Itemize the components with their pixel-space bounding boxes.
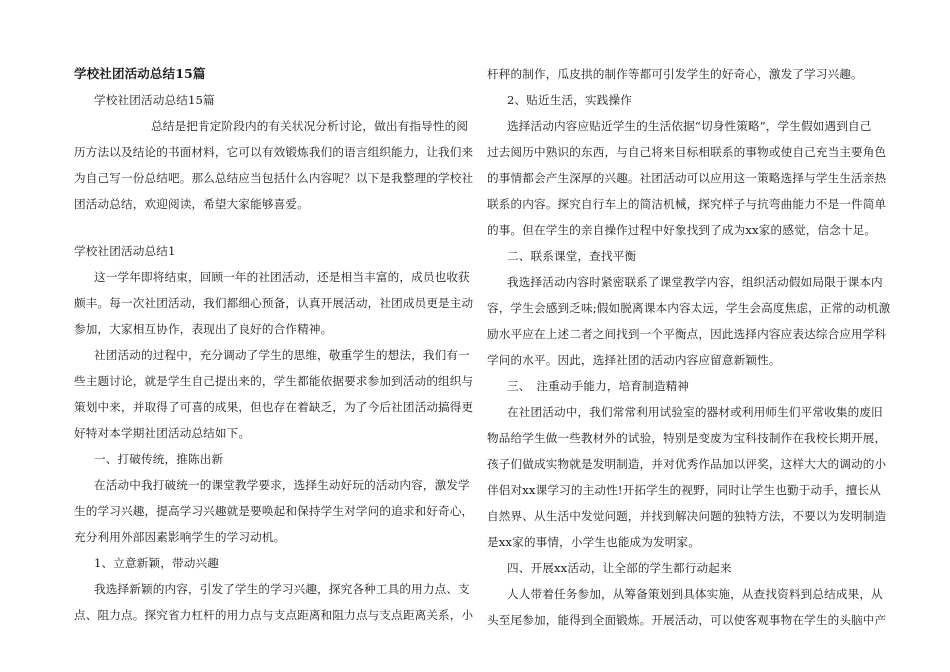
paragraph-line: 策划中来，并取得了可喜的成果，但也存在着缺乏，为了今后社团活动搞得更	[74, 400, 474, 414]
paragraph-line: 些主题讨论，就是学生自己提出来的，学生都能依据要求参加到活动的组织与	[74, 374, 474, 388]
paragraph-line: 在社团活动中，我们常常利用试验室的器材或利用师生们平常收集的废旧	[507, 405, 883, 419]
paragraph-line: 联系的内容。探究自行车上的简洁机械，探究样子与抗弯曲能力不是一件简单	[487, 197, 887, 211]
paragraph-line: 总结是把肯定阶段内的有关状况分析讨论，做出有指导性的阅	[151, 119, 469, 133]
paragraph-line: 是xx家的事情，小学生也能成为发明家。	[487, 535, 701, 549]
paragraph-line: 点、阻力点。探究省力杠杆的用力点与支点距离和阻力点与支点距离关系，小	[74, 608, 474, 622]
section-heading: 2、贴近生活，实践操作	[507, 93, 632, 107]
section-heading: 1、立意新颖，带动兴趣	[94, 556, 219, 570]
paragraph-line: 历方法以及结论的书面材料，它可以有效锻炼我们的语言组织能力，让我们来	[74, 145, 474, 159]
paragraph-line: 的事。但在学生的亲自操作过程中好象找到了成为xx家的感觉，信念十足。	[487, 223, 877, 237]
paragraph-line: 我选择新颖的内容，引发了学生的学习兴趣，探究各种工具的用力点、支	[94, 582, 470, 596]
paragraph-line: 充分利用外部因素影响学生的学习动机。	[74, 530, 286, 544]
paragraph-line: 颇丰。每一次社团活动，我们都细心预备，认真开展活动，社团成员更是主动	[74, 296, 474, 310]
paragraph-line: 社团活动的过程中，充分调动了学生的思维，敬重学生的想法，我们有一	[94, 348, 470, 362]
document-subtitle: 学校社团活动总结15篇	[94, 93, 215, 107]
section-heading: 二、联系课堂，查找平衡	[507, 249, 637, 263]
paragraph-line: 人人带着任务参加，从筹备策划到具体实施，从查找资料到总结成果，从	[507, 587, 883, 601]
paragraph-line: 我选择活动内容时紧密联系了课堂教学内容，组织活动假如局限于课本内	[507, 275, 883, 289]
paragraph-line: 好特对本学期社团活动总结如下。	[74, 426, 251, 440]
paragraph-line: 的事情都会产生深厚的兴趣。社团活动可以应用这一策略选择与学生生活亲热	[487, 171, 887, 185]
paragraph-line: 这一学年即将结束，回顾一年的社团活动，还是相当丰富的，成员也收获	[94, 270, 470, 284]
section-heading: 学校社团活动总结1	[74, 244, 176, 258]
paragraph-line: 物品给学生做一些教材外的试验，特别是变废为宝科技制作在我校长期开展，	[487, 431, 887, 445]
paragraph-line: 为自己写一份总结吧。那么总结应当包括什么内容呢？以下是我整理的学校社	[74, 171, 474, 185]
paragraph-line: 孩子们做成实物就是发明制造，并对优秀作品加以评奖，这样大大的调动的小	[487, 457, 887, 471]
paragraph-line: 团活动总结，欢迎阅读，希望大家能够喜爱。	[74, 197, 309, 211]
section-heading: 一、打破传统，推陈出新	[94, 452, 224, 466]
paragraph-line: 杆秤的制作，瓜皮拱的制作等都可引发学生的好奇心，激发了学习兴趣。	[487, 67, 863, 81]
paragraph-line: 选择活动内容应贴近学生的生活依据“切身性策略”，学生假如遇到自己	[507, 119, 872, 133]
paragraph-line: 生的学习兴趣，提高学习兴趣就是要唤起和保持学生对学问的追求和好奇心，	[74, 504, 474, 518]
paragraph-line: 自然界、从生活中发觉问题，并找到解决问题的独特方法，不要以为发明制造	[487, 509, 887, 523]
paragraph-line: 容，学生会感到乏味;假如脱离课本内容太远，学生会高度焦虑，正常的动机激	[487, 301, 891, 315]
paragraph-line: 在活动中我打破统一的课堂教学要求，选择生动好玩的活动内容，激发学	[94, 478, 470, 492]
paragraph-line: 过去阅历中熟识的东西，与自己将来目标相联系的事物或使自己充当主要角色	[487, 145, 887, 159]
section-heading: 四、开展xx活动，让全部的学生都行动起来	[507, 561, 732, 575]
document-title: 学校社团活动总结15篇	[74, 66, 206, 81]
paragraph-line: 头至尾参加，能得到全面锻炼。开展活动，可以使客观事物在学生的头脑中产	[487, 613, 887, 627]
paragraph-line: 励水平应在上述二者之间找到一个平衡点，因此选择内容应表达综合应用学科	[487, 327, 887, 341]
paragraph-line: 伴侣对xx课学习的主动性!开拓学生的视野，同时让学生也勤于动手，擅长从	[487, 483, 881, 497]
section-heading: 三、 注重动手能力，培育制造精神	[507, 379, 690, 393]
paragraph-line: 学问的水平。因此，选择社团的活动内容应留意新颖性。	[487, 353, 781, 367]
paragraph-line: 参加，大家相互协作，表现出了良好的合作精神。	[74, 322, 333, 336]
